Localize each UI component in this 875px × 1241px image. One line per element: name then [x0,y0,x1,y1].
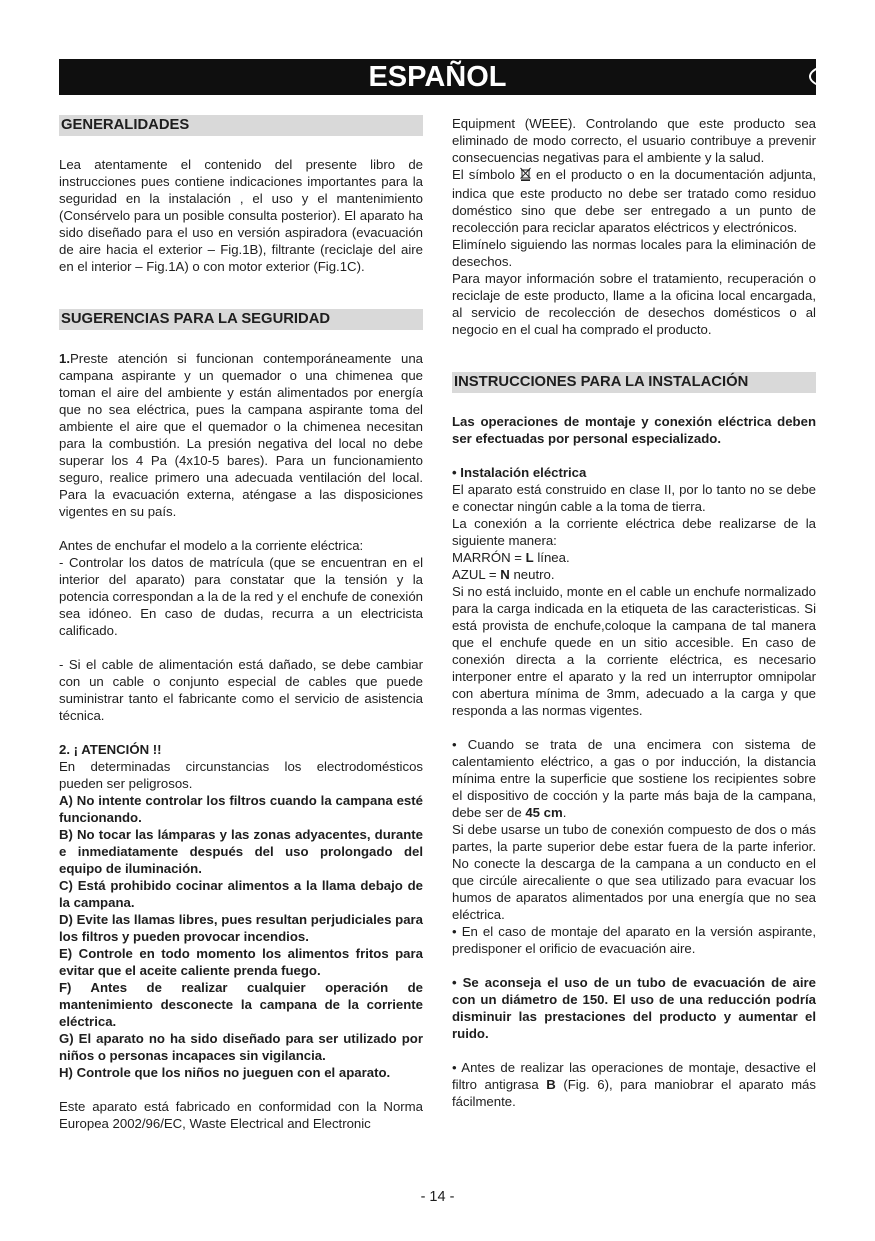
language-badge: E [809,64,861,89]
encimera-distance: 45 cm [525,805,563,820]
enchufe-text: Si no está incluido, monte en el cable un enchufe normalizado para la carga indicada en la etiqueta de las caracteristicas. Si está provista de enchufe,coloque la campana de tal manera que el enchufe quede en un sitio accesible. En caso de conexión directa a la corriente eléctrica, es necesario interponer entre el aparato y la red un interruptor omnipolar con abertura mínima de 3mm, adecuado a la carga y que responda a las normas vigentes. [452,584,816,718]
montaje-text: • En el caso de montaje del aparato en la versión aspirante, predisponer el orificio de evacuación aire. [452,924,816,956]
heading-instalacion: INSTRUCCIONES PARA LA INSTALACIÓN [452,372,816,393]
wire-brown-letter: L [525,550,534,565]
safety-point-1-text: Preste atención si funcionan contemporáneamente una campana aspirante y un quemador o una chimenea que toman el aire del ambiente y están alimentados por energía que no sea eléctrica, pues la campana aspirante toma del ambiente el aire que el quemador o la chimenea necesitan para la combustión. La presión negativa del local no debe superar los 4 Pa (4x10-5 bares). Para un funcionamiento seguro, realice primero una adecuada ventilación del local. Para la evacuación externa, aténgase a las disposiciones vigentes en su país. [59,351,423,519]
wire-blue-letter: N [500,567,510,582]
tubo-text: Si debe usarse un tubo de conexión compuesto de dos o más partes, la parte superior debe estar fuera de la parte inferior. No conecte la descarga de la campana a un conducto en el que circúle airecaliente o que sea utilizado para evacuar los humos de aparatos alimentados por una energía que no sea eléctrica. [452,822,816,922]
warning-h: H) Controle que los niños no jueguen con el aparato. [59,1065,391,1080]
electrica-text-1: El aparato está construido en clase II, por lo tanto no se debe e conectar ningún cable a la toma de tierra. [452,482,816,514]
warning-b: B) No tocar las lámparas y las zonas adyacentes, durante e inmediatamente después del uso prolongado del equipo de iluminación. [59,827,423,876]
antes-text [452,1059,816,1110]
header-bar [59,59,841,95]
antes-filter-letter: B [546,1077,556,1092]
instalacion-bold: Las operaciones de montaje y conexión eléctrica deben ser efectuadas por personal especializado. [452,414,816,446]
wire-blue-label: AZUL = [452,567,501,582]
aconseja-text: • Se aconseja el uso de un tubo de evacuación de aire con un diámetro de 150. El uso de una reducción podría disminuir las prestaciones del producto y aumentar el ruido. [452,975,816,1041]
page-title: ESPAÑOL [368,61,507,93]
warning-f: F) Antes de realizar cualquier operación de mantenimiento desconecte la campana de la corriente eléctrica. [59,980,423,1029]
wire-brown-label: MARRÓN = [452,550,526,565]
heading-generalidades: GENERALIDADES [59,115,423,136]
crossed-bin-icon [520,167,531,185]
safety-point-1-number: 1. [59,351,70,366]
wire-blue-desc: neutro. [509,567,555,582]
warning-d: D) Evite las llamas libres, pues resultan perjudiciales para los filtros y pueden provocar incendios. [59,912,423,944]
electrica-title: • Instalación eléctrica [452,465,587,480]
atencion-text: En determinadas circunstancias los electrodomésticos pueden ser peligrosos. [59,759,423,791]
electrica-text-2: La conexión a la corriente eléctrica debe realizarse de la siguiente manera: [452,516,816,548]
info-text: Para mayor información sobre el tratamiento, recuperación o reciclaje de este producto, llame a la oficina local encargada, al servicio de recolección de desechos domésticos o al negocio en el cual ha comprado el producto. [452,271,816,337]
norma-text: Este aparato está fabricado en conformidad con la Norma Europea 2002/96/EC, Waste Electrical and Electronic [59,1099,423,1131]
warning-g: G) El aparato no ha sido diseñado para ser utilizado por niños o personas incapaces sin vigilancia. [59,1031,423,1063]
wire-blue [452,566,816,583]
antes-end: (Fig. 6), para maniobrar el aparato más fácilmente. [452,1077,816,1109]
enchufar-intro: Antes de enchufar el modelo a la corriente eléctrica: [59,538,364,553]
simbolo-text [452,166,816,236]
elimine-text: Elimínelo siguiendo las normas locales para la eliminación de desechos. [452,237,816,269]
left-column [59,115,423,1132]
simbolo-pre: El símbolo [452,167,515,182]
enchufar-text: - Controlar los datos de matrícula (que se encuentran en el interior del aparato) para constatar que la tensión y la potencia correspondan a la de la red y el enchufe de conexión sea idóneo. En caso de dudas, recurra a un electricista calificado. [59,555,423,638]
right-column [452,115,816,1110]
warning-e: E) Controle en todo momento los alimentos fritos para evitar que el aceite caliente prenda fuego. [59,946,423,978]
antes-body: • Antes de realizar las operaciones de montaje, desactive el filtro antigrasa [452,1060,816,1092]
warning-c: C) Está prohibido cocinar alimentos a la llama debajo de la campana. [59,878,423,910]
simbolo-post: en el producto o en la documentación adjunta, indica que este producto no debe ser tratado como residuo doméstico sino que debe ser entregado a un punto de recolección para reciclar aparatos eléctricos y electrónicos. [452,167,816,235]
atencion-title: 2. ¡ ATENCIÓN !! [59,742,162,757]
weee-text: Equipment (WEEE). Controlando que este producto sea eliminado de modo correcto, el usuario contribuye a prevenir consecuencias negativas para el ambiente y la salud. [452,116,816,165]
safety-point-1 [59,350,423,520]
encimera-text [452,736,816,821]
wire-brown [452,549,816,566]
cable-text: - Si el cable de alimentación está dañado, se debe cambiar con un cable o conjunto especial de cables que puede suministrar tanto el fabricante como el servicio de asistencia técnica. [59,657,423,723]
heading-seguridad: SUGERENCIAS PARA LA SEGURIDAD [59,309,423,330]
generalidades-text: Lea atentamente el contenido del presente libro de instrucciones pues contiene indicaciones importantes para la seguridad en la instalación , el uso y el mantenimiento (Consérvelo para un posible consulta posterior). El aparato ha sido diseñado para el uso en versión aspiradora (evacuación de aire hacia el exterior – Fig.1B), filtrante (reciclaje del aire en el interior – Fig.1A) o con motor exterior (Fig.1C). [59,157,423,274]
encimera-end: . [562,805,567,820]
page-number: - 14 - [420,1189,455,1205]
warning-a: A) No intente controlar los filtros cuando la campana esté funcionando. [59,793,423,825]
wire-brown-desc: línea. [533,550,570,565]
encimera-body: • Cuando se trata de una encimera con sistema de calentamiento eléctrico, a gas o por inducción, la distancia mínima entre la superficie que sostiene los recipientes sobre el dispositivo de cocción y la parte más baja de la campana, debe ser de [452,737,816,820]
